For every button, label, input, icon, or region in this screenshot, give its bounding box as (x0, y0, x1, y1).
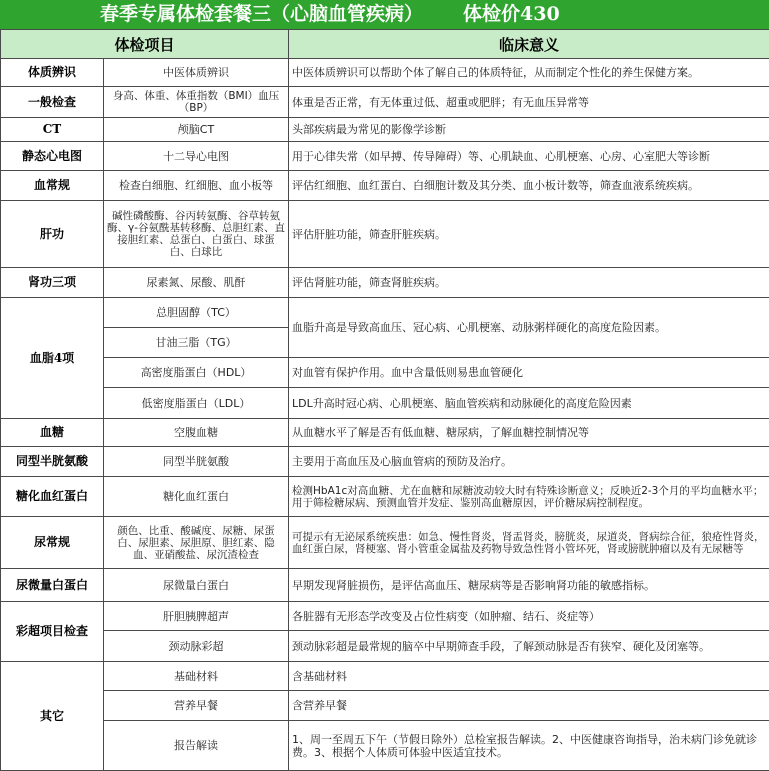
table-row (1, 662, 769, 691)
category-cell: 血常规 (1, 171, 104, 201)
item-cell: 糖化血红蛋白 (104, 477, 289, 517)
meaning-cell: 含营养早餐 (289, 691, 769, 721)
meaning-cell: 主要用于高血压及心脑血管病的预防及治疗。 (289, 447, 769, 477)
item-cell: 尿微量白蛋白 (104, 569, 289, 602)
meaning-cell: 含基础材料 (289, 662, 769, 691)
item-cell: 低密度脂蛋白（LDL） (104, 388, 289, 419)
table-row (1, 631, 769, 662)
table-row (1, 447, 769, 477)
item-cell: 颜色、比重、酸碱度、尿糖、尿蛋白、尿胆素、尿胆原、胆红素、隐血、亚硝酸盐、尿沉渣检查 (104, 517, 289, 569)
item-cell: 检查白细胞、红细胞、血小板等 (104, 171, 289, 201)
item-cell: 颈动脉彩超 (104, 631, 289, 662)
item-cell: 甘油三脂（TG） (104, 328, 289, 358)
table-row (1, 721, 769, 771)
table-row (1, 477, 769, 517)
meaning-cell: 评估肝脏功能，筛查肝脏疾病。 (289, 201, 769, 268)
item-cell: 报告解读 (104, 721, 289, 771)
meaning-cell: 体重是否正常，有无体重过低、超重或肥胖；有无血压异常等 (289, 87, 769, 118)
meaning-cell: 对血管有保护作用。血中含量低则易患血管硬化 (289, 358, 769, 388)
meaning-cell: 中医体质辨识可以帮助个体了解自己的体质特征，从而制定个性化的养生保健方案。 (289, 59, 769, 87)
meaning-cell: 从血糖水平了解是否有低血糖、糖尿病，了解血糖控制情况等 (289, 419, 769, 447)
category-cell: 肝功 (1, 201, 104, 268)
meaning-cell: 头部疾病最为常见的影像学诊断 (289, 118, 769, 142)
meaning-cell: 各脏器有无形态学改变及占位性病变（如肿瘤、结石、炎症等） (289, 602, 769, 631)
item-cell: 十二导心电图 (104, 142, 289, 171)
item-cell: 基础材料 (104, 662, 289, 691)
package-title: 春季专属体检套餐三（心脑血管疾病） (100, 3, 423, 25)
item-cell: 颅脑CT (104, 118, 289, 142)
item-cell: 空腹血糖 (104, 419, 289, 447)
table-row (1, 201, 769, 268)
meaning-cell: 用于心律失常（如早搏、传导障碍）等、心肌缺血、心肌梗塞、心房、心室肥大等诊断 (289, 142, 769, 171)
category-cell: 静态心电图 (1, 142, 104, 171)
category-cell: 彩超项目检查 (1, 602, 104, 662)
table-row (1, 298, 769, 328)
header-item: 体检项目 (1, 30, 289, 59)
table-row (1, 59, 769, 87)
package-title-bar (0, 0, 769, 29)
table-row (1, 268, 769, 298)
meaning-cell: 颈动脉彩超是最常规的脑卒中早期筛查手段，了解颈动脉是否有狭窄、硬化及闭塞等。 (289, 631, 769, 662)
table-row (1, 142, 769, 171)
meaning-cell: 评估肾脏功能，筛查肾脏疾病。 (289, 268, 769, 298)
category-cell: 血脂4项 (1, 298, 104, 419)
table-header-row (1, 30, 769, 59)
category-cell: 体质辨识 (1, 59, 104, 87)
meaning-cell: 可提示有无泌尿系统疾患：如急、慢性肾炎，肾盂肾炎，膀胱炎，尿道炎，肾病综合征，狼疮性肾炎，血红蛋白尿，肾梗塞、肾小管重金属盐及药物导致急性肾小管坏死，肾或膀胱肿瘤以及有无尿糖等 (289, 517, 769, 569)
item-cell: 尿素氮、尿酸、肌酐 (104, 268, 289, 298)
item-cell: 肝胆胰脾超声 (104, 602, 289, 631)
item-cell: 碱性磷酸酶、谷丙转氨酶、谷草转氨酶、γ-谷氨酰基转移酶、总胆红素、直接胆红素、总蛋白、白蛋白、球蛋白、白球比 (104, 201, 289, 268)
table-row (1, 358, 769, 388)
exam-table (0, 29, 769, 771)
meaning-cell: 1、周一至周五下午（节假日除外）总检室报告解读。2、中医健康咨询指导，治未病门诊免就诊费。3、根据个人体质可体验中医适宜技术。 (289, 721, 769, 771)
category-cell: CT (1, 118, 104, 142)
category-cell: 糖化血红蛋白 (1, 477, 104, 517)
meaning-cell: 检测HbA1c对高血糖、尤在血糖和尿糖波动较大时有特殊诊断意义；反映近2-3个月的平均血糖水平；用于筛检糖尿病、预测血管并发症、鉴别高血糖原因，评价糖尿病控制程度。 (289, 477, 769, 517)
category-cell: 肾功三项 (1, 268, 104, 298)
table-row (1, 691, 769, 721)
table-row (1, 569, 769, 602)
category-cell: 血糖 (1, 419, 104, 447)
item-cell: 同型半胱氨酸 (104, 447, 289, 477)
meaning-cell: 血脂升高是导致高血压、冠心病、心肌梗塞、动脉粥样硬化的高度危险因素。 (289, 298, 769, 358)
table-row (1, 171, 769, 201)
meaning-cell: LDL升高时冠心病、心肌梗塞、脑血管疾病和动脉硬化的高度危险因素 (289, 388, 769, 419)
item-cell: 中医体质辨识 (104, 59, 289, 87)
category-cell: 尿微量白蛋白 (1, 569, 104, 602)
table-row (1, 419, 769, 447)
meaning-cell: 评估红细胞、血红蛋白、白细胞计数及其分类、血小板计数等，筛查血液系统疾病。 (289, 171, 769, 201)
category-cell: 同型半胱氨酸 (1, 447, 104, 477)
category-cell: 尿常规 (1, 517, 104, 569)
table-row (1, 87, 769, 118)
table-row (1, 517, 769, 569)
category-cell: 其它 (1, 662, 104, 771)
meaning-cell: 早期发现肾脏损伤，是评估高血压、糖尿病等是否影响肾功能的敏感指标。 (289, 569, 769, 602)
item-cell: 身高、体重、体重指数（BMI）血压（BP） (104, 87, 289, 118)
item-cell: 高密度脂蛋白（HDL） (104, 358, 289, 388)
item-cell: 营养早餐 (104, 691, 289, 721)
table-row (1, 602, 769, 631)
category-cell: 一般检查 (1, 87, 104, 118)
package-price: 体检价430 (463, 3, 560, 25)
table-row (1, 118, 769, 142)
header-meaning: 临床意义 (289, 30, 769, 59)
table-row (1, 388, 769, 419)
item-cell: 总胆固醇（TC） (104, 298, 289, 328)
